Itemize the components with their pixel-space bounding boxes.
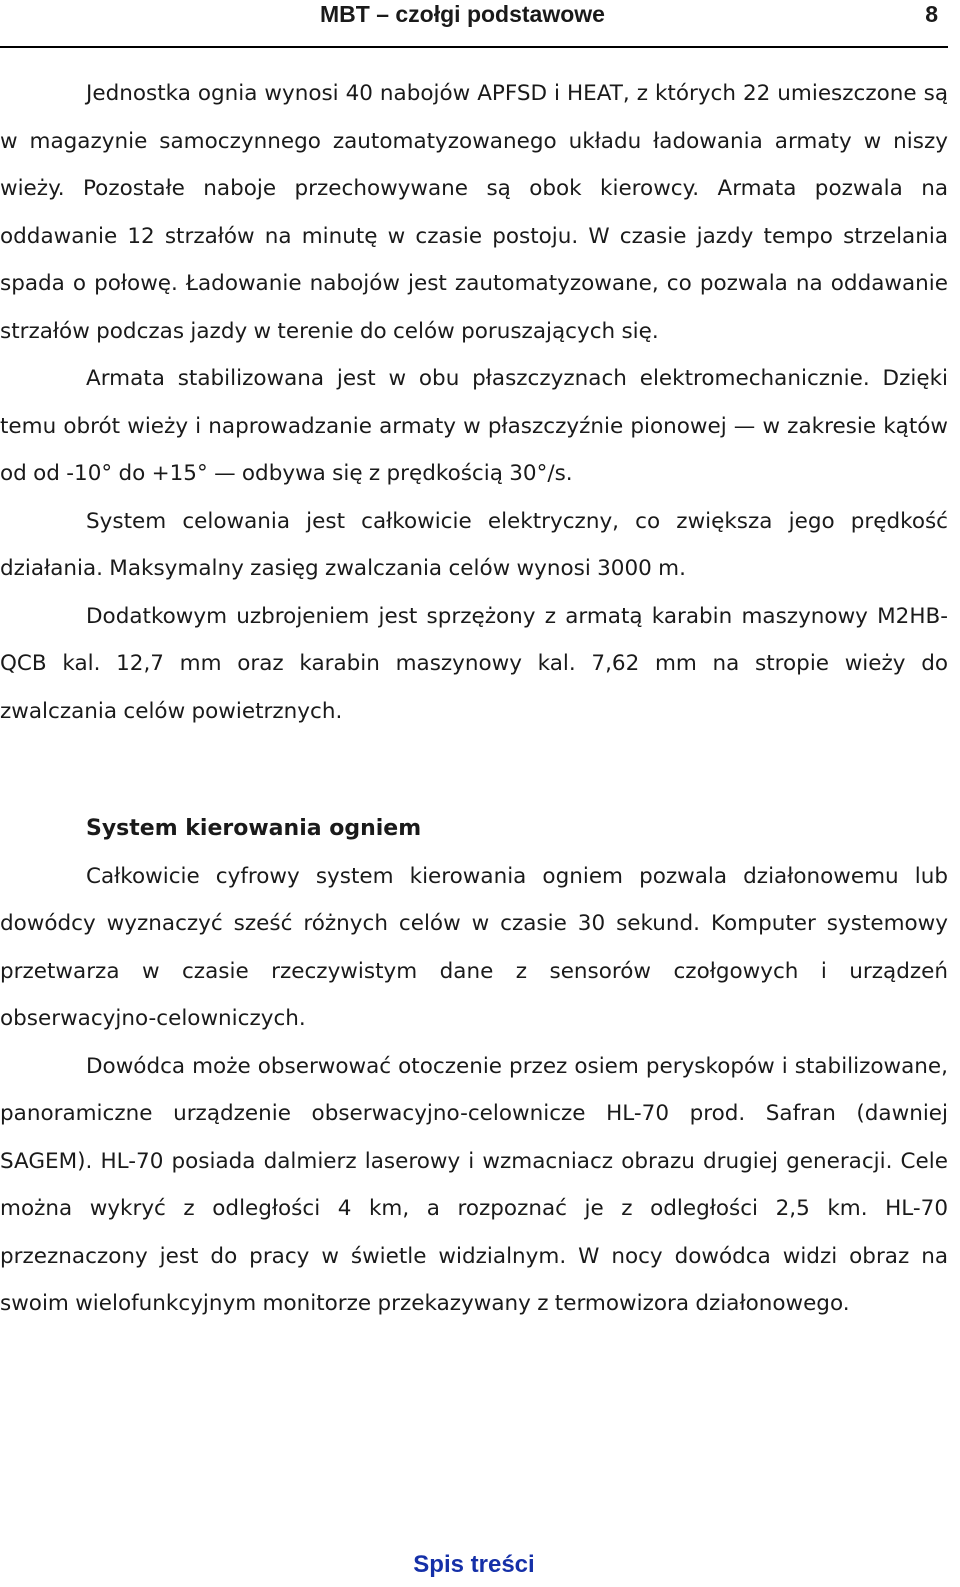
paragraph-ammunition: Jednostka ognia wynosi 40 nabojów APFSD i HEAT, z których 22 umieszczone są w magazynie samoczynnego zautomatyzowanego układu ładowania armaty w niszy wieży. Pozostałe naboje przechowywane są obok kierowcy. Armata pozwala na oddawanie 12 strzałów na minutę w czasie postoju. W czasie jazdy tempo strzelania spada o połowę. Ładowanie nabojów jest zautomatyzowane, co pozwala na oddawanie strzałów podczas jazdy w terenie do celów poruszających się. [0,81,948,344]
document-title: MBT – czołgi podstawowe [320,1,605,27]
table-of-contents-link[interactable]: Spis treści [413,1551,535,1578]
paragraph-secondary-armament: Dodatkowym uzbrojeniem jest sprzężony z armatą karabin maszynowy M2HB-QCB kal. 12,7 mm oraz karabin maszynowy kal. 7,62 mm na stropie wieży do zwalczania celów powietrznych. [0,603,948,724]
page-number: 8 [925,1,938,27]
document-body [0,70,948,1328]
section-heading-fire-control: System kierowania ogniem [86,816,422,841]
paragraph-fire-control: Całkowicie cyfrowy system kierowania ogniem pozwala działonowemu lub dowódcy wyznaczyć sześć różnych celów w czasie 30 sekund. Komputer systemowy przetwarza w czasie rzeczywistym dane z sensorów czołgowych i urządzeń obserwacyjno-celowniczych. [0,863,948,1031]
page-header [0,0,948,48]
paragraph-stabilization: Armata stabilizowana jest w obu płaszczyznach elektromechanicznie. Dzięki temu obrót wieży i naprowadzanie armaty w płaszczyźnie pionowej — w zakresie kątów od od -10° do +15° — odbywa się z prędkością 30°/s. [0,366,948,486]
paragraph-commander-sight: Dowódca może obserwować otoczenie przez osiem peryskopów i stabilizowane, panoramiczne urządzenie obserwacyjno-celownicze HL-70 prod. Safran (dawniej SAGEM). HL-70 posiada dalmierz laserowy i wzmacniacz obrazu drugiej generacji. Cele można wykryć z odległości 4 km, a rozpoznać je z odległości 2,5 km. HL-70 przeznaczony jest do pracy w świetle widzialnym. W nocy dowódca widzi obraz na swoim wielofunkcyjnym monitorze przekazywany z termowizora działonowego. [0,1053,948,1316]
paragraph-aiming-system: System celowania jest całkowicie elektryczny, co zwiększa jego prędkość działania. Maksymalny zasięg zwalczania celów wynosi 3000 m. [0,508,948,581]
